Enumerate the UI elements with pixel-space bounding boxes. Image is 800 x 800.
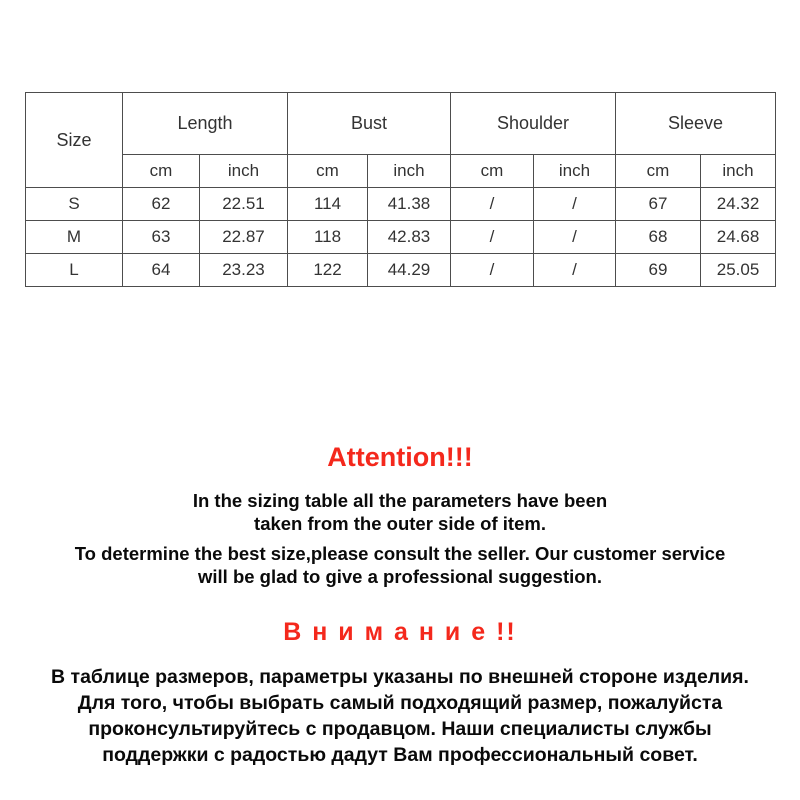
sleeve-group-header: Sleeve xyxy=(616,93,776,155)
length-inch-cell: 22.51 xyxy=(200,188,288,221)
bust-inch-cell: 41.38 xyxy=(368,188,451,221)
sleeve-inch-cell: 24.32 xyxy=(701,188,776,221)
shoulder-cm-cell: / xyxy=(451,254,534,287)
shoulder-group-header: Shoulder xyxy=(451,93,616,155)
shoulder-inch-header: inch xyxy=(534,155,616,188)
shoulder-inch-cell: / xyxy=(534,254,616,287)
length-inch-header: inch xyxy=(200,155,288,188)
bust-group-header: Bust xyxy=(288,93,451,155)
attention-ru-line3: проконсультируйтесь с продавцом. Наши специалисты службы xyxy=(88,718,712,740)
length-cm-header: cm xyxy=(123,155,200,188)
table-header-units xyxy=(26,155,776,188)
bust-inch-header: inch xyxy=(368,155,451,188)
sleeve-inch-cell: 24.68 xyxy=(701,221,776,254)
length-cm-cell: 64 xyxy=(123,254,200,287)
length-cm-cell: 62 xyxy=(123,188,200,221)
bust-cm-header: cm xyxy=(288,155,368,188)
attention-en-line4: will be glad to give a professional suggestion. xyxy=(198,566,602,587)
attention-ru-line2: Для того, чтобы выбрать самый подходящий размер, пожалуйста xyxy=(77,692,723,714)
bust-inch-cell: 42.83 xyxy=(368,221,451,254)
size-cell: L xyxy=(26,254,123,287)
size-cell: S xyxy=(26,188,123,221)
length-inch-cell: 23.23 xyxy=(200,254,288,287)
size-column-header: Size xyxy=(26,93,123,188)
sleeve-cm-cell: 69 xyxy=(616,254,701,287)
sleeve-cm-cell: 67 xyxy=(616,188,701,221)
attention-text-en-1 xyxy=(0,489,800,535)
length-cm-cell: 63 xyxy=(123,221,200,254)
bust-inch-cell: 44.29 xyxy=(368,254,451,287)
sleeve-cm-header: cm xyxy=(616,155,701,188)
table-row-s xyxy=(26,188,776,221)
attention-text-en-2 xyxy=(0,542,800,588)
shoulder-cm-cell: / xyxy=(451,221,534,254)
attention-en-line3: To determine the best size,please consult the seller. Our customer service xyxy=(74,543,726,564)
shoulder-inch-cell: / xyxy=(534,221,616,254)
attention-en-line1: In the sizing table all the parameters have been xyxy=(192,490,608,511)
attention-ru-line1: В таблице размеров, параметры указаны по внешней стороне изделия. xyxy=(51,666,749,688)
size-table xyxy=(25,92,776,287)
attention-ru-line4: поддержки с радостью дадут Вам профессиональный совет. xyxy=(102,744,698,766)
attention-en-line2: taken from the outer side of item. xyxy=(254,513,546,534)
sleeve-inch-cell: 25.05 xyxy=(701,254,776,287)
table-row-m xyxy=(26,221,776,254)
shoulder-cm-cell: / xyxy=(451,188,534,221)
length-group-header: Length xyxy=(123,93,288,155)
sleeve-cm-cell: 68 xyxy=(616,221,701,254)
shoulder-cm-header: cm xyxy=(451,155,534,188)
attention-title-ru: В н и м а н и е !! xyxy=(283,618,517,646)
table-row-l xyxy=(26,254,776,287)
table-header-groups xyxy=(26,93,776,155)
bust-cm-cell: 118 xyxy=(288,221,368,254)
length-inch-cell: 22.87 xyxy=(200,221,288,254)
bust-cm-cell: 114 xyxy=(288,188,368,221)
shoulder-inch-cell: / xyxy=(534,188,616,221)
bust-cm-cell: 122 xyxy=(288,254,368,287)
size-cell: M xyxy=(26,221,123,254)
sleeve-inch-header: inch xyxy=(701,155,776,188)
attention-title-en: Attention!!! xyxy=(327,442,473,472)
attention-section xyxy=(0,442,800,768)
attention-text-ru xyxy=(0,664,800,768)
